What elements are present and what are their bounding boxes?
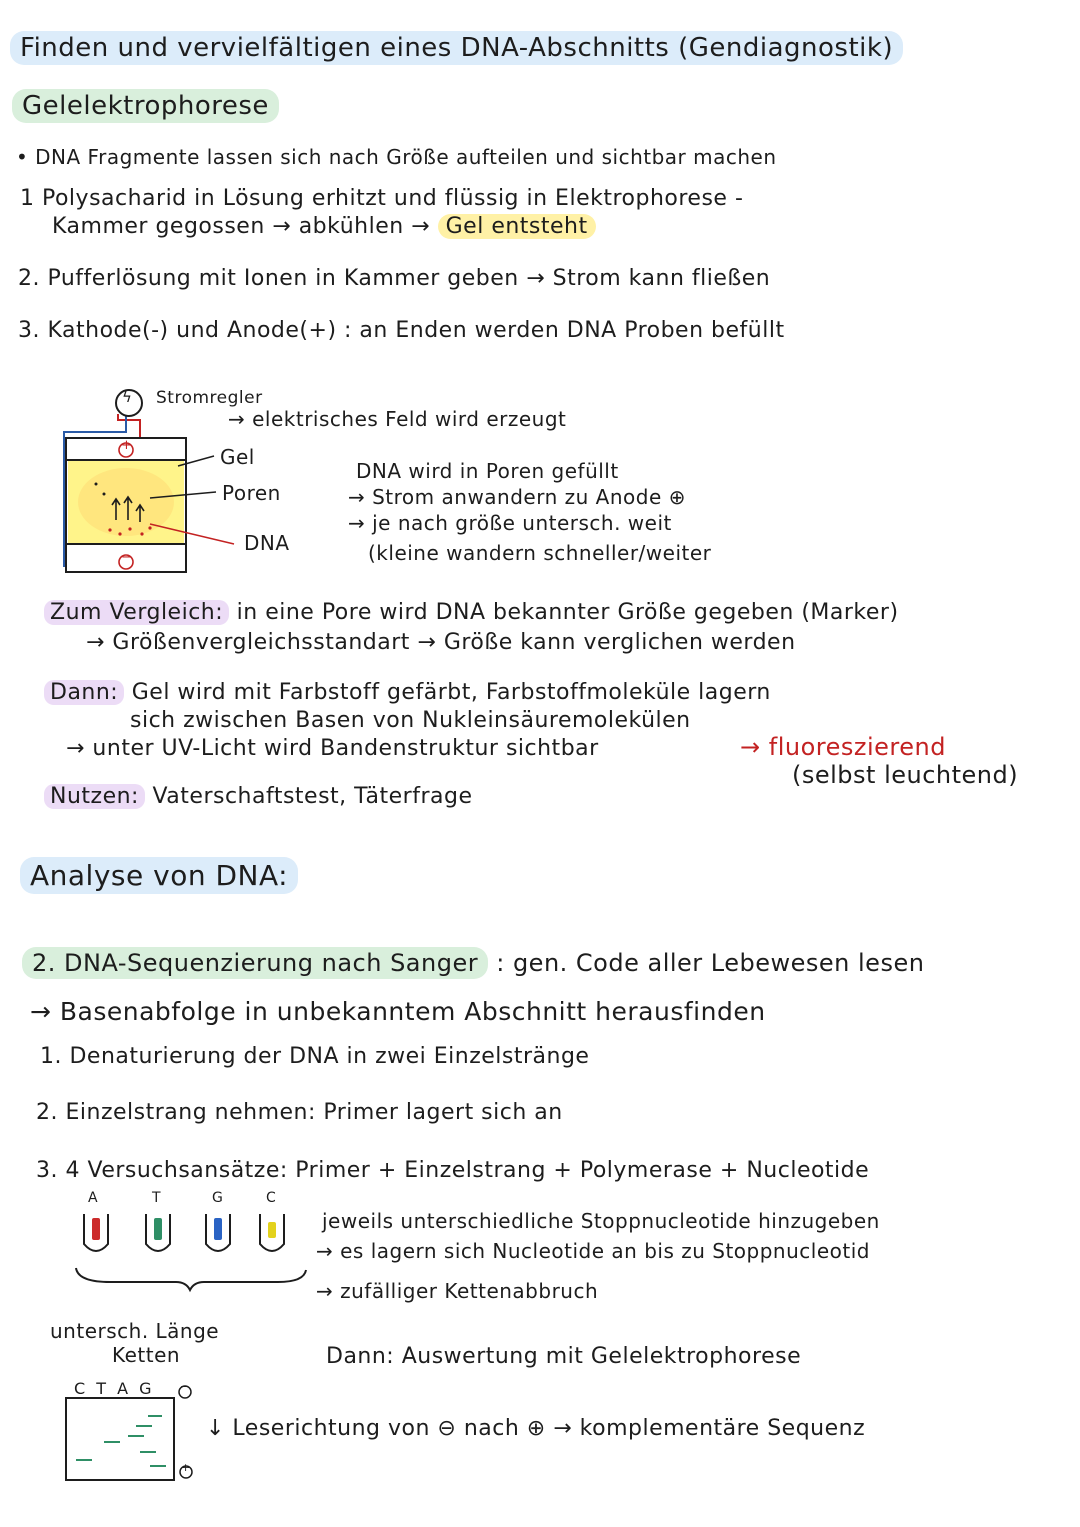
compare-line-2: → Größenvergleichsstandart → Größe kann verglichen werden bbox=[86, 630, 796, 655]
tube-fill-a bbox=[92, 1218, 100, 1240]
fluorescent-note: → fluoreszierend bbox=[740, 733, 946, 761]
reading-direction: ↓ Leserichtung von ⊖ nach ⊕ → komplementäre Sequenz bbox=[206, 1416, 866, 1441]
field-note: → elektrisches Feld wird erzeugt bbox=[228, 407, 567, 431]
bolt-icon: ϟ bbox=[122, 388, 133, 406]
sanger-goal: → Basenabfolge in unbekanntem Abschnitt herausfinden bbox=[30, 997, 766, 1026]
use-text: Vaterschaftstest, Täterfrage bbox=[152, 784, 473, 809]
brace-label-2: Ketten bbox=[112, 1343, 181, 1367]
compare-text: in eine Pore wird DNA bekannter Größe gegeben (Marker) bbox=[236, 600, 899, 625]
tube-a bbox=[84, 1214, 108, 1251]
then-label: Dann: bbox=[44, 680, 124, 705]
label-pores: Poren bbox=[222, 481, 281, 505]
gel-header: C T A G bbox=[74, 1379, 155, 1398]
gel-plus: + bbox=[181, 1461, 191, 1474]
sequencing-gel bbox=[66, 1398, 174, 1480]
sanger-tail: : gen. Code aller Lebewesen lesen bbox=[496, 949, 925, 977]
gel-minus: − bbox=[180, 1380, 190, 1393]
diagram-note-4: (kleine wandern schneller/weiter bbox=[368, 541, 712, 565]
tube-t bbox=[146, 1214, 170, 1251]
gel-forms-highlight: Gel entsteht bbox=[438, 214, 596, 239]
sanger-note-1: jeweils unterschiedliche Stoppnucleotide hinzugeben bbox=[322, 1209, 880, 1233]
tube-label-g: G bbox=[212, 1190, 224, 1206]
step-2: 2. Pufferlösung mit Ionen in Kammer geben → Strom kann fließen bbox=[18, 266, 771, 291]
step-1-text: Kammer gegossen → abkühlen → bbox=[52, 214, 431, 239]
plus-label: + bbox=[121, 438, 133, 453]
regulator-label: Stromregler bbox=[156, 388, 263, 408]
compare-label: Zum Vergleich: bbox=[44, 600, 229, 625]
diagram-note-1: DNA wird in Poren gefüllt bbox=[356, 459, 619, 483]
then-line-2: sich zwischen Basen von Nukleinsäuremolekülen bbox=[130, 708, 691, 733]
tube-label-c: C bbox=[266, 1190, 277, 1206]
tube-fill-c bbox=[268, 1222, 276, 1238]
sanger-note-2: → es lagern sich Nucleotide an bis zu Stoppnucleotid bbox=[316, 1239, 870, 1263]
sanger-step-1: 1. Denaturierung der DNA in zwei Einzelstränge bbox=[40, 1044, 590, 1069]
sanger-then: Dann: Auswertung mit Gelelektrophorese bbox=[326, 1344, 802, 1369]
tube-fill-t bbox=[154, 1218, 162, 1240]
tube-label-a: A bbox=[88, 1190, 99, 1206]
intro-text: • DNA Fragmente lassen sich nach Größe aufteilen und sichtbar machen bbox=[16, 145, 777, 169]
sanger-step-2: 2. Einzelstrang nehmen: Primer lagert sich an bbox=[36, 1100, 563, 1125]
brace-label-1: untersch. Länge bbox=[50, 1319, 220, 1343]
tube-label-t: T bbox=[152, 1190, 162, 1206]
brace bbox=[76, 1268, 306, 1290]
tube-c bbox=[260, 1214, 284, 1251]
label-dna: DNA bbox=[244, 531, 290, 555]
then-line-3: → unter UV-Licht wird Bandenstruktur sichtbar bbox=[66, 736, 599, 761]
self-luminous-note: (selbst leuchtend) bbox=[792, 761, 1019, 789]
label-gel: Gel bbox=[220, 445, 255, 469]
then-text: Gel wird mit Farbstoff gefärbt, Farbstoffmoleküle lagern bbox=[131, 680, 771, 705]
sanger-step-3: 3. 4 Versuchsansätze: Primer + Einzelstrang + Polymerase + Nucleotide bbox=[36, 1158, 870, 1183]
diagram-note-2: → Strom anwandern zu Anode ⊕ bbox=[348, 485, 686, 509]
page-title: Finden und vervielfältigen eines DNA-Abschnitts (Gendiagnostik) bbox=[10, 34, 903, 64]
minus-label: − bbox=[121, 550, 133, 565]
step-3: 3. Kathode(-) und Anode(+) : an Enden werden DNA Proben befüllt bbox=[18, 318, 785, 343]
diagram-note-3: → je nach größe untersch. weit bbox=[348, 511, 672, 535]
tube-fill-g bbox=[214, 1218, 222, 1240]
sanger-title: 2. DNA-Sequenzierung nach Sanger bbox=[22, 947, 488, 979]
section-heading-analysis: Analyse von DNA: bbox=[20, 860, 298, 892]
section-heading-gel: Gelelektrophorese bbox=[12, 92, 279, 122]
sanger-note-3: → zufälliger Kettenabbruch bbox=[316, 1279, 599, 1303]
step-1-line-1: 1 Polysacharid in Lösung erhitzt und flüssig in Elektrophorese - bbox=[20, 186, 744, 211]
tube-g bbox=[206, 1214, 230, 1251]
use-label: Nutzen: bbox=[44, 784, 145, 809]
